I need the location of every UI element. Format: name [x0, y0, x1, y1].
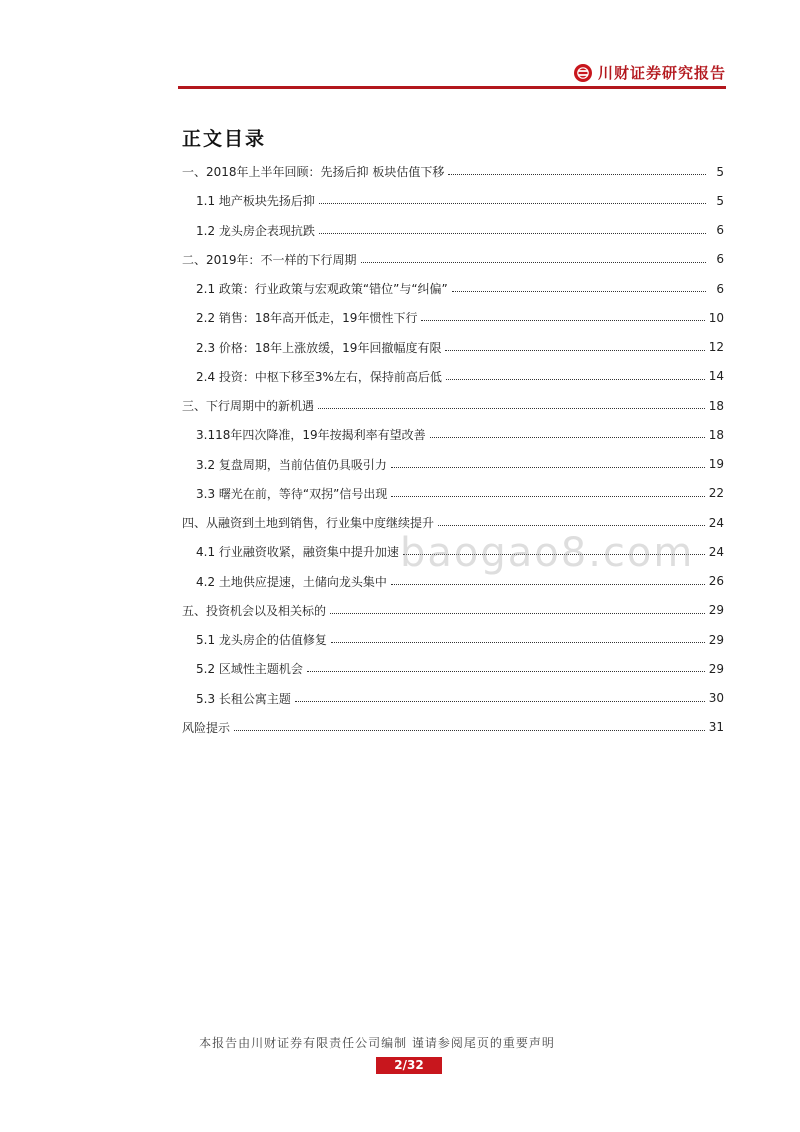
toc-entry[interactable] [178, 654, 724, 683]
toc-entry-page: 6 [716, 223, 724, 238]
header-divider [178, 86, 726, 89]
toc-entry[interactable] [178, 450, 724, 479]
toc-dot-leader [361, 262, 706, 263]
toc-entry-label: 2.4 投资：中枢下移至3%左右，保持前高后低 [196, 369, 442, 384]
toc-entry[interactable] [178, 274, 724, 303]
toc-dot-leader [430, 437, 705, 438]
toc-entry-page: 30 [708, 691, 724, 706]
toc-dot-leader [234, 730, 705, 731]
toc-dot-leader [421, 320, 704, 321]
toc-entry[interactable] [178, 508, 724, 537]
report-header [574, 62, 726, 83]
toc-entry[interactable] [178, 333, 724, 362]
toc-dot-leader [391, 584, 705, 585]
toc-entry[interactable] [178, 216, 724, 245]
toc-entry-page: 22 [708, 486, 724, 501]
toc-entry[interactable] [178, 245, 724, 274]
toc-entry-label: 3.2 复盘周期，当前估值仍具吸引力 [196, 457, 387, 472]
toc-entry-page: 5 [716, 193, 724, 208]
toc-entry[interactable] [178, 186, 724, 215]
toc-dot-leader [319, 233, 706, 234]
toc-entry-label: 2.2 销售：18年高开低走，19年惯性下行 [196, 311, 418, 326]
toc-dot-leader [446, 379, 705, 380]
page-number-badge: 2/32 [376, 1057, 442, 1074]
toc-entry-label: 5.3 长租公寓主题 [196, 691, 291, 706]
watermark: baogao8.com [400, 530, 695, 576]
toc-dot-leader [391, 496, 704, 497]
toc-entry[interactable] [178, 391, 724, 420]
toc-dot-leader [331, 642, 705, 643]
toc-dot-leader [318, 408, 705, 409]
toc-entry-label: 3.3 曙光在前，等待“双拐”信号出现 [196, 486, 388, 501]
toc-dot-leader [448, 174, 706, 175]
toc-entry-page: 6 [716, 252, 724, 267]
toc-entry-page: 26 [708, 574, 724, 589]
toc-entry-page: 12 [708, 340, 724, 355]
toc-entry-page: 5 [716, 164, 724, 179]
toc-entry-label: 4.1 行业融资收紧，融资集中提升加速 [196, 545, 399, 560]
toc-entry[interactable] [178, 567, 724, 596]
toc-title: 正文目录 [182, 128, 267, 150]
toc-dot-leader [445, 350, 704, 351]
brand-name: 川财证券研究报告 [597, 64, 726, 82]
toc-entry-label: 二、2019年：不一样的下行周期 [182, 252, 357, 267]
toc-entry-page: 18 [708, 427, 724, 442]
toc-entry[interactable] [178, 537, 724, 566]
toc-dot-leader [452, 291, 706, 292]
toc-dot-leader [391, 467, 705, 468]
toc-entry-label: 五、投资机会以及相关标的 [182, 603, 327, 618]
toc-dot-leader [438, 525, 705, 526]
toc-entry-page: 18 [708, 398, 724, 413]
toc-dot-leader [403, 554, 705, 555]
toc-entry-label: 四、从融资到土地到销售，行业集中度继续提升 [182, 516, 435, 531]
toc-dot-leader [295, 701, 705, 702]
toc-entry[interactable] [178, 362, 724, 391]
toc-entry[interactable] [178, 157, 724, 186]
toc-entry-page: 14 [708, 369, 724, 384]
toc-entry-label: 1.1 地产板块先扬后抑 [196, 194, 315, 209]
toc-entry-label: 三、下行周期中的新机遇 [182, 399, 315, 414]
toc-entry-page: 6 [716, 281, 724, 296]
toc-entry-page: 29 [708, 661, 724, 676]
toc-entry[interactable] [178, 596, 724, 625]
toc-entry[interactable] [178, 684, 724, 713]
toc-entry-label: 2.1 政策：行业政策与宏观政策“错位”与“纠偏” [196, 282, 448, 297]
footer-disclaimer: 本报告由川财证券有限责任公司编制 谨请参阅尾页的重要声明 [199, 1036, 555, 1050]
toc-entry-page: 24 [708, 515, 724, 530]
toc-entry-page: 31 [708, 720, 724, 735]
toc-entry-page: 10 [708, 310, 724, 325]
toc-entry-page: 24 [708, 544, 724, 559]
toc-entry-page: 29 [708, 632, 724, 647]
toc-entry[interactable] [178, 625, 724, 654]
toc-entry-label: 5.2 区域性主题机会 [196, 662, 303, 677]
toc-dot-leader [307, 671, 705, 672]
toc-entry-label: 2.3 价格：18年上涨放缓，19年回撤幅度有限 [196, 340, 442, 355]
toc-entry[interactable] [178, 713, 724, 742]
toc-entry-label: 一、2018年上半年回顾：先扬后抑 板块估值下移 [182, 165, 445, 180]
toc-dot-leader [319, 203, 706, 204]
chuancai-logo-icon [574, 64, 592, 82]
toc-entry-label: 3.118年四次降准，19年按揭利率有望改善 [196, 428, 426, 443]
toc-entry-label: 5.1 龙头房企的估值修复 [196, 633, 327, 648]
toc-entry-label: 风险提示 [182, 720, 231, 735]
toc-entry[interactable] [178, 420, 724, 449]
table-of-contents [178, 157, 724, 742]
toc-entry-label: 4.2 土地供应提速，土储向龙头集中 [196, 574, 387, 589]
toc-entry-page: 19 [708, 457, 724, 472]
toc-entry[interactable] [178, 479, 724, 508]
toc-dot-leader [330, 613, 705, 614]
toc-entry[interactable] [178, 303, 724, 332]
toc-entry-page: 29 [708, 603, 724, 618]
toc-entry-label: 1.2 龙头房企表现抗跌 [196, 223, 315, 238]
